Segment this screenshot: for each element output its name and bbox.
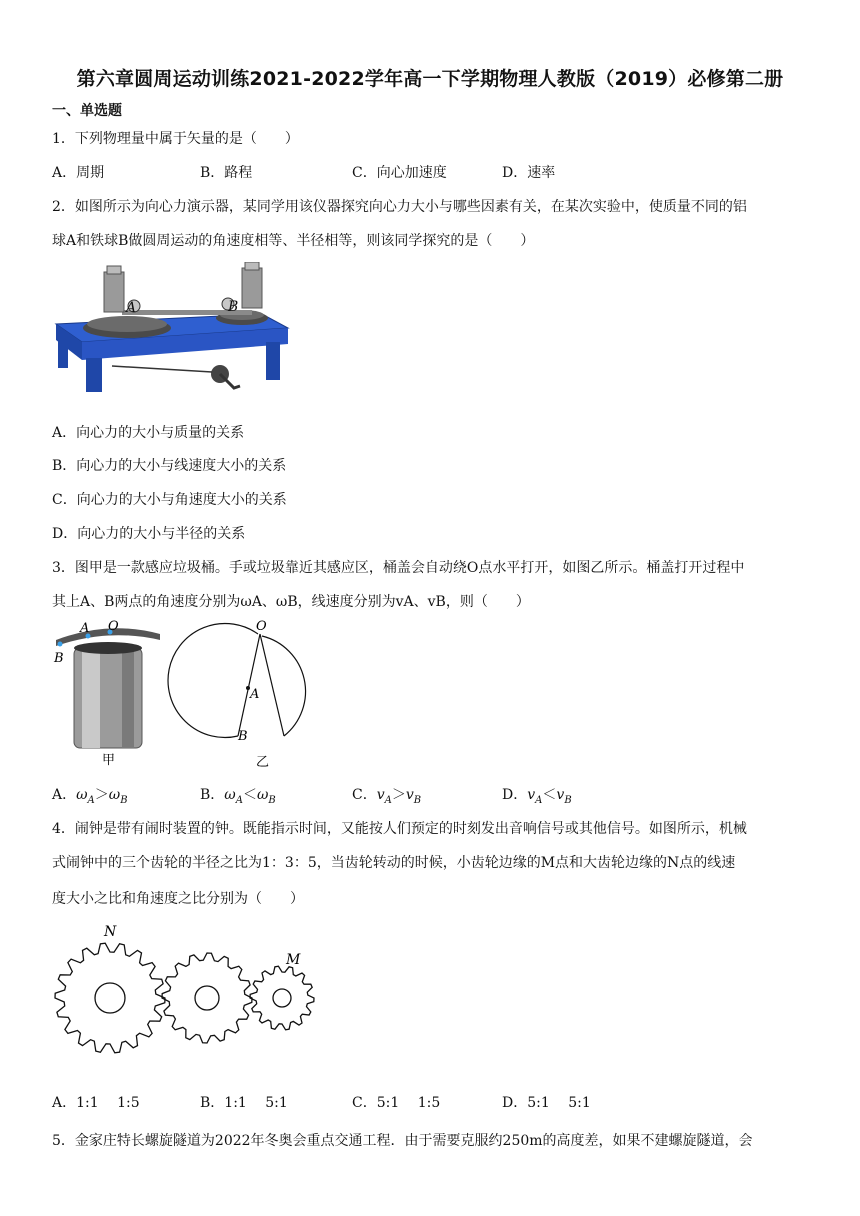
fig-label-b-can: B: [54, 651, 64, 666]
medium-gear: [162, 953, 252, 1043]
q4-option-a: A．1:1 1:5: [52, 1095, 140, 1111]
q1-option-d: D．速率: [502, 165, 556, 181]
q2-option-b: B．向心力的大小与线速度大小的关系: [52, 458, 287, 474]
q4-stem-line2: 式闹钟中的三个齿轮的半径之比为1：3：5，当齿轮转动的时候，小齿轮边缘的M点和大齿轮边缘的N点的线速: [52, 855, 736, 871]
q2-option-d: D．向心力的大小与半径的关系: [52, 526, 246, 542]
trash-can-figure: [52, 618, 322, 770]
q1-option-b: B．路程: [200, 165, 253, 181]
caption-jia: 甲: [102, 753, 116, 768]
q2-option-c: C．向心力的大小与角速度大小的关系: [52, 492, 287, 508]
fig-label-n: N: [104, 924, 117, 940]
q3-option-a: A．$\omega_A>\omega_B$: [52, 787, 128, 806]
q4-option-b: B．1:1 5:1: [200, 1095, 288, 1111]
q3-stem-line1: 3．图甲是一款感应垃圾桶。手或垃圾靠近其感应区，桶盖会自动绕O点水平打开，如图乙所示。桶盖打开过程中: [52, 560, 745, 576]
section-heading: 一、单选题: [52, 103, 122, 119]
q2-stem-line1: 2．如图所示为向心力演示器，某同学用该仪器探究向心力大小与哪些因素有关，在某次实验中，使质量不同的铝: [52, 199, 747, 215]
q4-option-c: C．5:1 1:5: [352, 1095, 441, 1111]
q1-option-c: C．向心加速度: [352, 165, 447, 181]
fig-label-a: A: [126, 300, 137, 316]
q3-stem-line2: 其上A、B两点的角速度分别为ωA、ωB，线速度分别为vA、vB，则（ ）: [52, 594, 530, 610]
q3-option-c: C．$v_A>v_B$: [352, 787, 422, 806]
fig-label-o-circle: O: [256, 619, 267, 634]
small-gear: [250, 966, 314, 1030]
fig-label-o-can: O: [108, 619, 119, 634]
q3-option-b: B．$\omega_A<\omega_B$: [200, 787, 276, 806]
page-title: 第六章圆周运动训练2021-2022学年高一下学期物理人教版（2019）必修第二册: [76, 68, 784, 90]
gears-figure: [52, 920, 322, 1060]
q2-option-a: A．向心力的大小与质量的关系: [52, 425, 245, 441]
fig-label-a-circle: A: [250, 687, 260, 702]
caption-yi: 乙: [256, 755, 270, 770]
fig-label-a-can: A: [80, 621, 90, 636]
q1-option-a: A．周期: [52, 165, 105, 181]
q5-stem-line1: 5．金家庄特长螺旋隧道为2022年冬奥会重点交通工程．由于需要克服约250m的高度差，如果不建螺旋隧道，会: [52, 1133, 753, 1149]
q4-stem-line3: 度大小之比和角速度之比分别为（ ）: [52, 891, 304, 907]
q2-stem-line2: 球A和铁球B做圆周运动的角速度相等、半径相等，则该同学探究的是（ ）: [52, 233, 535, 249]
large-gear: [55, 943, 165, 1053]
q4-stem-line1: 4．闹钟是带有闹时装置的钟。既能指示时间，又能按人们预定的时刻发出音响信号或其他信号。如图所示，机械: [52, 821, 747, 837]
q4-option-d: D．5:1 5:1: [502, 1095, 591, 1111]
q3-option-d: D．$v_A<v_B$: [502, 787, 572, 806]
centripetal-force-demonstrator-figure: [52, 262, 292, 400]
fig-label-b-circle: B: [238, 729, 248, 744]
q1-stem: 1．下列物理量中属于矢量的是（ ）: [52, 131, 299, 147]
fig-label-b: B: [228, 299, 239, 315]
fig-label-m: M: [286, 952, 301, 968]
